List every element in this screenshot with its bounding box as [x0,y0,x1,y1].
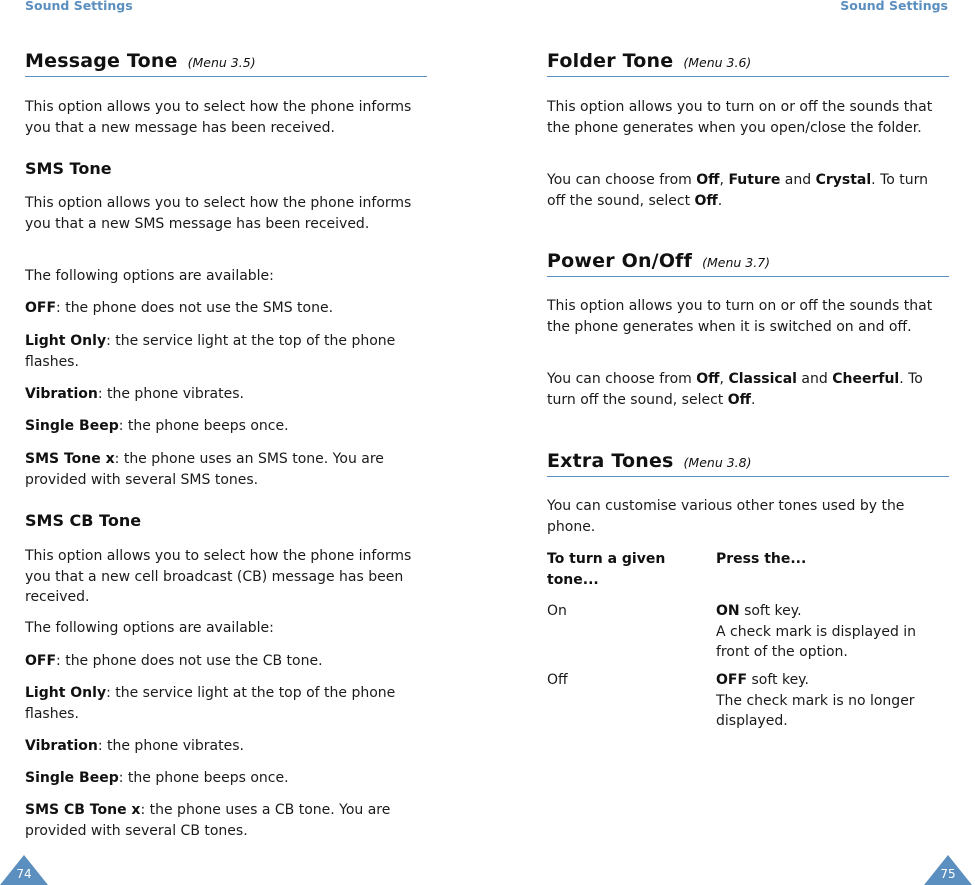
power-onoff-title: Power On/Off [547,250,693,272]
choice-option: Future [728,172,781,188]
option-desc: : the phone vibrates. [97,738,244,754]
table-row-action: On [547,603,567,619]
option-desc: : the service light at the top of the phone flashes. [25,685,396,722]
sms-option-item [25,298,427,319]
choice-text: . To turn off the sound, select [547,172,929,209]
option-term: Single Beep [25,770,119,786]
option-desc: : the phone does not use the CB tone. [56,653,323,669]
row-note: The check mark is no longer displayed. [716,692,915,729]
option-desc: : the phone beeps once. [118,418,289,434]
power-onoff-menu-ref: (Menu 3.7) [702,255,771,270]
option-term: Light Only [25,333,107,349]
extra-tones-heading [547,450,949,477]
message-tone-heading [25,50,427,77]
sms-option-item [25,384,427,405]
table-row-key [716,670,949,732]
folder-tone-choice [547,170,949,211]
folder-tone-intro: This option allows you to turn on or off the sounds that the phone generates when you open/close the folder. [547,99,933,136]
sms-cb-tone-title: SMS CB Tone [25,511,142,530]
option-desc: : the phone does not use the SMS tone. [56,300,334,316]
table-row-action: Off [547,672,568,688]
extra-tones-intro: You can customise various other tones used by the phone. [547,498,905,535]
choice-option: Crystal [815,172,872,188]
sms-cb-tone-options-intro: The following options are available: [25,620,274,636]
choice-text: , [719,172,729,188]
table-row-key [716,601,949,663]
sms-tone-options-intro: The following options are available: [25,268,274,284]
option-term: Vibration [25,386,98,402]
option-term: OFF [25,653,57,669]
sms-option-item [25,331,427,372]
choice-text: , [719,371,729,387]
soft-key-suffix: soft key. [739,603,802,619]
option-term: SMS Tone x [25,451,115,467]
table-header-col1: To turn a given tone... [547,551,666,588]
table-header-col2: Press the... [716,551,807,567]
running-head-left: Sound Settings [25,0,133,13]
option-desc: : the service light at the top of the phone flashes. [25,333,396,370]
cb-option-item [25,683,427,724]
option-term: Light Only [25,685,107,701]
choice-option: Off [694,192,718,209]
choice-text: and [780,172,816,188]
option-term: Vibration [25,738,98,754]
extra-tones-title: Extra Tones [547,450,674,472]
option-term: SMS CB Tone x [25,802,141,818]
option-desc: : the phone uses an SMS tone. You are provided with several SMS tones. [25,451,384,488]
choice-text: You can choose from [547,172,697,188]
cb-option-item [25,768,427,789]
choice-text: and [796,371,833,387]
power-onoff-intro: This option allows you to turn on or off the sounds that the phone generates when it is switched on and off. [547,298,933,335]
choice-option: Off [696,371,720,387]
option-desc: : the phone vibrates. [97,386,244,402]
cb-option-item [25,800,427,841]
power-onoff-heading [547,250,949,277]
extra-tones-menu-ref: (Menu 3.8) [683,455,752,470]
row-note: A check mark is displayed in front of the option. [716,623,917,660]
running-head-right: Sound Settings [840,0,948,13]
page-number-right [924,855,972,885]
sms-option-item [25,416,427,437]
soft-key-suffix: soft key. [747,672,809,688]
option-term: Single Beep [25,418,119,434]
choice-text: You can choose from [547,371,697,387]
choice-text: . [750,391,756,408]
choice-option: Classical [728,371,797,387]
choice-option: Cheerful [832,371,900,387]
cb-option-item [25,651,427,672]
message-tone-title: Message Tone [25,50,178,72]
option-desc: : the phone uses a CB tone. You are provided with several CB tones. [25,802,391,839]
sms-option-item [25,449,427,490]
soft-key-name: ON [716,603,740,619]
choice-option: Off [696,172,720,188]
message-tone-menu-ref: (Menu 3.5) [187,55,256,70]
folder-tone-heading [547,50,949,77]
choice-option: Off [727,391,751,408]
sms-tone-title: SMS Tone [25,159,112,178]
choice-text: . To turn off the sound, select [547,371,923,408]
option-desc: : the phone beeps once. [118,770,289,786]
cb-option-item [25,736,427,757]
sms-tone-intro: This option allows you to select how the phone informs you that a new SMS message has been received. [25,195,412,232]
choice-text: . [717,192,723,209]
folder-tone-menu-ref: (Menu 3.6) [683,55,752,70]
page-number-text: 74 [16,867,32,881]
sms-cb-tone-intro: This option allows you to select how the phone informs you that a new cell broadcast (CB) message has been received. [25,548,412,605]
folder-tone-title: Folder Tone [547,50,674,72]
option-term: OFF [25,300,57,316]
page-number-left [0,855,48,885]
page-number-text: 75 [940,867,956,881]
power-onoff-choice [547,369,949,410]
message-tone-intro: This option allows you to select how the phone informs you that a new message has been received. [25,99,412,136]
soft-key-name: OFF [716,672,748,688]
